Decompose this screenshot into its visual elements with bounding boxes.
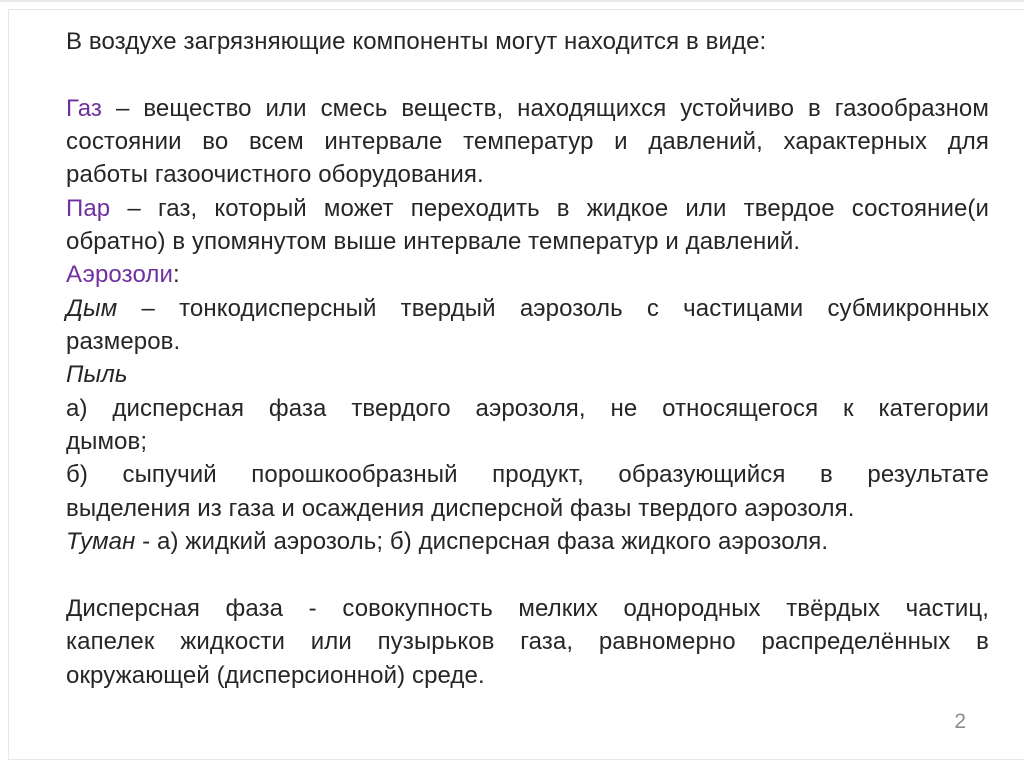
text-line — [66, 492, 989, 525]
text-span: капелек жидкости или пузырьков газа, равномерно распределённых в — [66, 628, 989, 656]
term-italic: Туман — [66, 528, 136, 556]
term-accent: Аэрозоли — [66, 261, 173, 289]
text-line — [66, 525, 989, 558]
text-span: выделения из газа и осаждения дисперсной фазы твердого аэрозоля. — [66, 494, 855, 522]
text-line — [66, 458, 989, 491]
text-span: работы газоочистного оборудования. — [66, 161, 484, 189]
text-span: В воздухе загрязняющие компоненты могут находится в виде: — [66, 28, 767, 55]
text-line — [66, 659, 989, 692]
window-top-edge — [0, 0, 1024, 2]
text-span: Дисперсная фаза - совокупность мелких однородных твёрдых частиц, — [66, 594, 989, 622]
text-line — [66, 225, 989, 258]
slide-canvas — [8, 9, 1024, 760]
text-span: обратно) в упомянутом выше интервале температур и давлений. — [66, 228, 801, 256]
text-line — [66, 125, 989, 158]
text-span: а) дисперсная фаза твердого аэрозоля, не относящегося к категории — [66, 394, 989, 422]
text-line — [66, 258, 989, 291]
text-span: – газ, который может переходить в жидкое или твердое состояние(и — [110, 194, 989, 222]
term-italic: Дым — [66, 294, 118, 322]
text-span: - а) жидкий аэрозоль; б) дисперсная фаза жидкого аэрозоля. — [135, 528, 829, 556]
text-line — [66, 192, 989, 225]
text-line — [66, 425, 989, 458]
text-line — [66, 392, 989, 425]
text-line — [66, 158, 989, 191]
text-span: – тонкодисперсный твердый аэрозоль с частицами субмикронных — [117, 294, 989, 322]
text-line — [66, 325, 989, 358]
blank-line — [66, 559, 989, 592]
blank-line — [66, 58, 989, 91]
text-line — [66, 592, 989, 625]
text-span: окружающей (дисперсионной) среде. — [66, 661, 485, 689]
text-line — [66, 92, 989, 125]
term-accent: Пар — [66, 194, 111, 222]
text-span: состоянии во всем интервале температур и давлений, характерных для — [66, 128, 989, 156]
text-line — [66, 625, 989, 658]
text-span: размеров. — [66, 328, 181, 356]
term-italic: Пыль — [66, 361, 128, 389]
page-number: 2 — [954, 710, 966, 733]
text-span: – вещество или смесь веществ, находящихся устойчиво в газообразном — [102, 94, 989, 122]
term-accent: Газ — [66, 94, 103, 122]
text-span: : — [172, 261, 180, 289]
text-span: дымов; — [66, 428, 148, 456]
text-line — [66, 292, 989, 325]
text-line — [66, 358, 989, 391]
slide-text — [66, 25, 989, 692]
text-span: б) сыпучий порошкообразный продукт, образующийся в результате — [66, 461, 989, 489]
text-line — [66, 25, 989, 58]
